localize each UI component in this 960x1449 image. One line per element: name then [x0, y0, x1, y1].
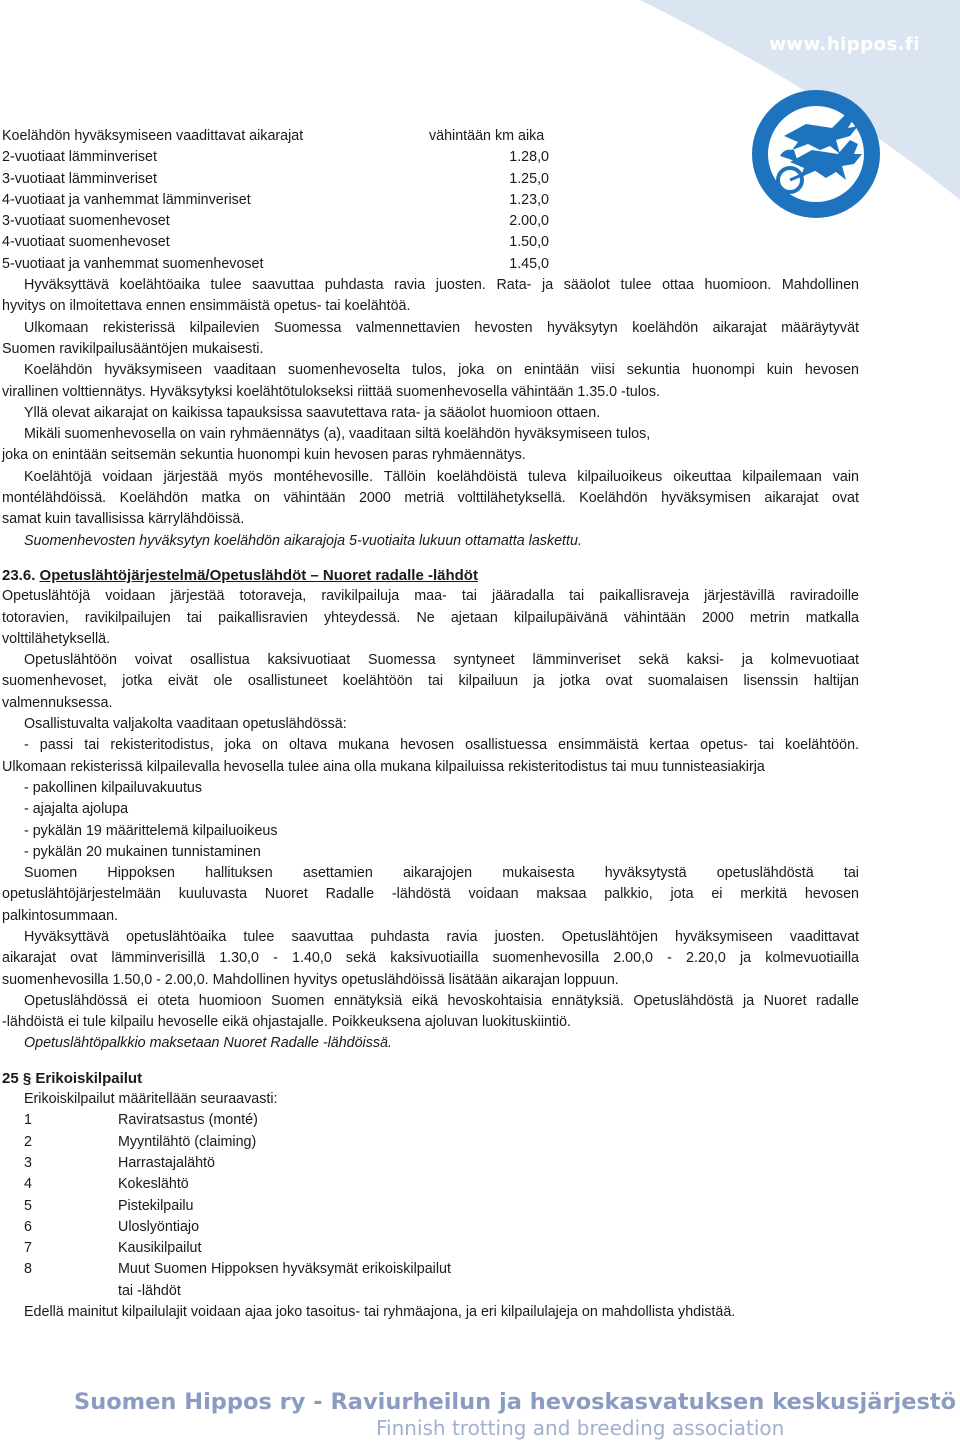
document-body	[2, 126, 859, 1323]
paragraph-line: palkintosummaan.	[2, 907, 119, 924]
item-text: Harrastajalähtö	[118, 1154, 215, 1171]
paragraph-line: suomenhevosilla 1.50,0 - 2.00,0. Mahdollinen hyvitys opetuslähdöissä lisätään aikarajan loppuun.	[2, 971, 619, 988]
item-number: 4	[24, 1176, 32, 1193]
footer	[74, 1388, 956, 1440]
paragraph-line: -lähdöistä ei tule kilpailu hevoselle eikä ohjastajalle. Poikkeuksena ajoluvan luokituskiintiö.	[2, 1014, 572, 1031]
footer-organization: Suomen Hippos ry - Raviurheilun ja hevoskasvatuksen keskusjärjestö	[74, 1389, 957, 1415]
list-item	[2, 1238, 859, 1259]
paragraph-line: Erikoiskilpailut määritellään seuraavasti:	[24, 1091, 278, 1108]
paragraph-line: Opetuslähdössä ei oteta huomioon Suomen ennätyksiä eikä hevoskohtaisia ennätyksiä. Opetuslähdöstä ja Nuoret radalle	[24, 992, 859, 1009]
paragraph-line: totoravien, ravikilpailujen tai paikallisravien yhteydessä. Ne ajetaan kilpailupäivänä vähintään 2000 metrin matkalla	[2, 609, 859, 626]
list-item: - ajajalta ajolupa	[24, 801, 129, 818]
row-value: 1.25,0	[509, 170, 549, 187]
item-text: Pistekilpailu	[118, 1197, 194, 1214]
requirements-header	[2, 126, 859, 147]
list-item	[2, 1110, 859, 1131]
table-row	[2, 147, 859, 168]
table-row	[2, 190, 859, 211]
paragraph-line: valmennuksessa.	[2, 694, 113, 711]
paragraph-line: samat kuin tavallisissa kärrylähdöissä.	[2, 511, 245, 528]
item-text: Kokeslähtö	[118, 1176, 189, 1193]
item-text: tai -lähdöt	[118, 1282, 181, 1299]
paragraph-line: suomenhevoset, jotka eivät ole osallistuneet koelähtöön tai kilpailuun ja jotka ovat suomalaisen lisenssin haltijan	[2, 673, 859, 690]
paragraph-line: Koelähtöjä voidaan järjestää myös montéhevosille. Tällöin koelähdöistä tuleva kilpailuoikeus oikeuttaa kilpailemaan vain	[24, 468, 859, 485]
paragraph-line: virallinen volttiennätys. Hyväksytyksi koelähtötulokseksi riittää suomenhevosella vähintään 1.35.0 -tulos.	[2, 383, 660, 400]
list-item	[2, 1196, 859, 1217]
section-heading-25: 25 § Erikoiskilpailut	[2, 1069, 143, 1087]
list-item: - pakollinen kilpailuvakuutus	[24, 779, 203, 796]
row-label: 4-vuotiaat suomenhevoset	[2, 234, 170, 251]
row-value: 1.50,0	[509, 234, 549, 251]
item-number: 5	[24, 1197, 32, 1214]
row-label: 4-vuotiaat ja vanhemmat lämminveriset	[2, 191, 251, 208]
list-item	[2, 1153, 859, 1174]
row-value: 1.45,0	[509, 255, 549, 272]
list-item: - pykälän 20 mukainen tunnistaminen	[24, 843, 261, 860]
item-number: 7	[24, 1240, 32, 1257]
list-item	[2, 1217, 859, 1238]
row-label: 3-vuotiaat suomenhevoset	[2, 213, 170, 230]
list-item: - pykälän 19 määrittelemä kilpailuoikeus	[24, 822, 278, 839]
italic-note: Suomenhevosten hyväksytyn koelähdön aikarajoja 5-vuotiaita lukuun ottamatta laskettu.	[24, 532, 582, 549]
heading-title: Opetuslähtöjärjestelmä/Opetuslähdöt – Nuoret radalle -lähdöt	[39, 566, 478, 584]
row-label: 2-vuotiaat lämminveriset	[2, 149, 157, 166]
requirements-header-label: Koelähdön hyväksymiseen vaadittavat aikarajat	[2, 128, 304, 144]
paragraph-line: - passi tai rekisteritodistus, joka on oltava mukana hevosen osallistuessa ensimmäistä kertaa opetus- tai koelähtöön.	[24, 737, 859, 754]
paragraph-line: Hyväksyttävä koelähtöaika tulee saavuttaa puhdasta ravia juosten. Rata- ja sääolot tulee ottaa huomioon. Mahdollinen	[24, 277, 859, 294]
list-item-continuation	[2, 1281, 859, 1302]
row-value: 1.28,0	[509, 149, 549, 166]
paragraph-line: Suomen ravikilpailusääntöjen mukaisesti.	[2, 340, 264, 357]
row-value: 2.00,0	[509, 213, 549, 230]
item-text: Myyntilähtö (claiming)	[118, 1133, 257, 1150]
paragraph-line: Yllä olevat aikarajat on kaikissa tapauksissa saavutettava rata- ja sääolot huomioon ottaen.	[24, 404, 601, 421]
paragraph-line: Opetuslähtöön voivat osallistua kaksivuotiaat Suomessa syntyneet lämminveriset sekä kaksi- ja kolmevuotiaat	[24, 652, 859, 669]
paragraph-line: Ulkomaan rekisterissä kilpailevalla hevosella tulee aina olla mukana kilpailuissa rekisteritodistus tai muu tunnisteasiakirja	[2, 758, 765, 775]
list-item	[2, 1132, 859, 1153]
table-row	[2, 232, 859, 253]
paragraph-line: Opetuslähtöjä voidaan järjestää totoraveja, ravikilpailuja maa- tai jääradalla tai paikallisraveja järjestävillä raviradoille	[2, 588, 859, 605]
list-item	[2, 1174, 859, 1195]
paragraph-line: hyvitys on ilmoitettava ennen ensimmäistä opetus- tai koelähtöä.	[2, 298, 411, 315]
row-label: 3-vuotiaat lämminveriset	[2, 170, 157, 187]
paragraph-line: Mikäli suomenhevosella on vain ryhmäennätys (a), vaaditaan siltä koelähdön hyväksymiseen tulos,	[24, 426, 651, 443]
paragraph-line: aikarajat ovat lämminverisillä 1.30,0 - 1.40,0 sekä kaksivuotiailla suomenhevosilla 2.00,0 - 2.20,0 ja kolmevuotiailla	[2, 950, 859, 967]
site-url[interactable]: www.hippos.fi	[769, 34, 920, 55]
section-heading-23-6	[2, 565, 859, 586]
item-text: Kausikilpailut	[118, 1240, 202, 1257]
paragraph-line: Suomen Hippoksen hallituksen asettamien aikarajojen mukaisesta hyväksytystä opetuslähdöstä tai	[24, 865, 859, 882]
paragraph-line: montélähdöissä. Koelähdön matka on vähintään 2000 metriä volttilähetyksellä. Koelähdön hyväksymisen aikarajat ovat	[2, 490, 859, 507]
table-row	[2, 169, 859, 190]
heading-number: 23.6.	[2, 566, 40, 584]
item-number: 2	[24, 1133, 32, 1150]
table-row	[2, 254, 859, 275]
paragraph-line: Edellä mainitut kilpailulajit voidaan ajaa joko tasoitus- tai ryhmäajona, ja eri kilpailulajeja on mahdollista yhdistää.	[24, 1304, 736, 1321]
item-number: 3	[24, 1154, 32, 1171]
item-text: Muut Suomen Hippoksen hyväksymät erikoiskilpailut	[118, 1261, 451, 1278]
paragraph-line: joka on enintään seitsemän sekuntia huonompi kuin hevosen paras ryhmäennätys.	[2, 447, 526, 464]
paragraph-line: volttilähetyksellä.	[2, 630, 111, 647]
table-row	[2, 211, 859, 232]
item-text: Raviratsastus (monté)	[118, 1112, 258, 1129]
paragraph-line: opetuslähtöjärjestelmään kuuluvasta Nuoret Radalle -lähdöstä voidaan maksaa palkkio, jota ei merkitä hevosen	[2, 886, 859, 903]
item-text: Uloslyöntiajo	[118, 1218, 200, 1235]
paragraph-line: Ulkomaan rekisterissä kilpailevien Suomessa valmennettavien hevosten hyväksytyn koelähdön aikarajat määräytyvät	[24, 319, 859, 336]
item-number: 6	[24, 1218, 32, 1235]
paragraph-line: Hyväksyttävä opetuslähtöaika tulee saavuttaa puhdasta ravia juosten. Opetuslähtöjen hyväksymiseen vaadittavat	[24, 928, 859, 945]
requirements-header-value: vähintään km aika	[429, 128, 545, 144]
italic-note: Opetuslähtöpalkkio maksetaan Nuoret Radalle -lähdöissä.	[24, 1035, 392, 1052]
item-number: 8	[24, 1261, 32, 1278]
footer-english-name: Finnish trotting and breeding association	[376, 1416, 785, 1440]
paragraph-line: Koelähdön hyväksymiseen vaaditaan suomenhevoselta tulos, joka on enintään viisi sekuntia huonompi kuin hevosen	[24, 362, 859, 379]
row-label: 5-vuotiaat ja vanhemmat suomenhevoset	[2, 255, 264, 272]
row-value: 1.23,0	[509, 191, 549, 208]
item-number: 1	[24, 1112, 32, 1129]
paragraph-line: Osallistuvalta valjakolta vaaditaan opetuslähdössä:	[24, 716, 347, 733]
list-item	[2, 1259, 859, 1280]
